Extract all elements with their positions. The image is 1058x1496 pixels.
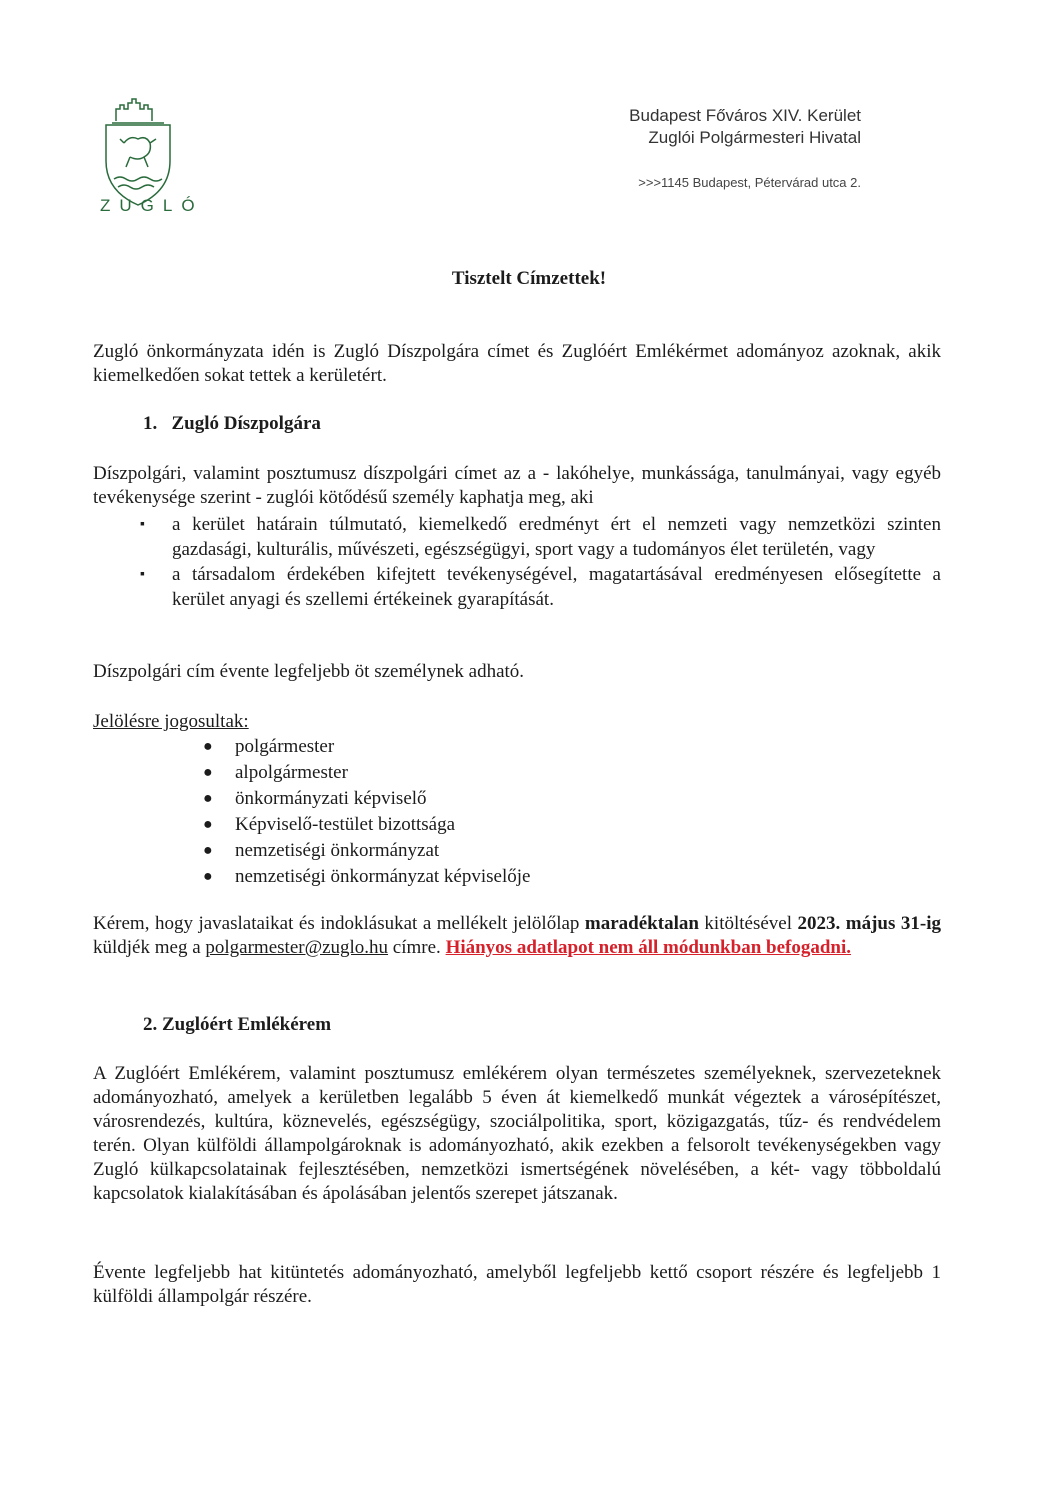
section-1-body: Díszpolgári, valamint posztumusz díszpolgári címet az a - lakóhelye, munkássága, tanulmányai, vagy egyéb tevékenysége szerint - zuglói kötődésű személy kaphatja meg, aki [93, 463, 941, 508]
bullet-icon: ● [203, 816, 213, 833]
list-item: ● alpolgármester [200, 760, 530, 786]
office-line-1: Budapest Főváros XIV. Kerület [629, 106, 861, 125]
bullet-icon: ▪ [140, 517, 145, 532]
bullet-icon: ▪ [140, 567, 145, 582]
section-2-body: A Zuglóért Emlékérem, valamint posztumusz emlékérem olyan természetes személyeknek, szervezeteknek adományozható, amelyek a kerületben legalább 5 éven át kiemelkedő munkát végeztek a városépítészet, városrendezés, kultúra, köznevelés, egészségügy, szociálpolitika, sport, közigazgatás, tűz- és rendvédelem terén. Olyan külföldi állampolgároknak is adományozható, akik ezekben a felsorolt tevékenységekben vagy Zugló külkapcsolatainak fejlesztésében, nemzetközi ismertségének növelésében, a két- vagy többoldalú kapcsolatok kialakításában és ápolásában jelentős szerepet játszanak. [93, 1063, 941, 1204]
deadline-text: 2023. május 31-ig [797, 913, 941, 934]
logo-wordmark: ZUGLÓ [100, 196, 204, 215]
bullet-icon: ● [203, 868, 213, 885]
office-name-block [629, 105, 861, 149]
list-item: ● nemzetiségi önkormányzat [200, 838, 530, 864]
warning-text: Hiányos adatlapot nem áll módunkban befogadni. [445, 937, 852, 958]
nominators-list [200, 734, 530, 890]
section-1-title: Zugló Díszpolgára [171, 413, 321, 434]
list-item: ● önkormányzati képviselő [200, 786, 530, 812]
criteria-list [140, 512, 941, 612]
section-1-heading [143, 413, 321, 435]
bullet-icon: ● [203, 738, 213, 755]
list-item: ▪ a kerület határain túlmutató, kiemelkedő eredményt ért el nemzeti vagy nemzetközi szinten gazdasági, kulturális, művészeti, egészségügyi, sport vagy a tudományos élet területén, vagy [140, 514, 941, 560]
bullet-icon: ● [203, 842, 213, 859]
section-2-heading: 2. Zuglóért Emlékérem [143, 1014, 332, 1035]
bullet-icon: ● [203, 790, 213, 807]
list-item: ▪ a társadalom érdekében kifejtett tevékenységével, magatartásával eredményesen elősegítette a kerület anyagi és szellemi értékeinek gyarapítását. [140, 564, 941, 610]
email-link[interactable]: polgarmester@zuglo.hu [205, 937, 389, 958]
emphasis-text: maradéktalan [584, 913, 699, 934]
list-item: ● polgármester [200, 734, 530, 760]
nominators-heading: Jelölésre jogosultak: [93, 711, 249, 732]
request-paragraph: Kérem, hogy javaslataikat és indoklásukat a mellékelt jelölőlap maradéktalan kitöltésével 2023. május 31-ig küldjék meg a polgarmester@zuglo.hu címre. Hiányos adatlapot nem áll módunkban befogadni. [93, 913, 941, 958]
office-address: >>>1145 Budapest, Pétervárad utca 2. [638, 175, 861, 190]
intro-paragraph: Zugló önkormányzata idén is Zugló Díszpolgára címet és Zuglóért Emlékérmet adományoz azoknak, akik kiemelkedően sokat tettek a kerületért. [93, 341, 941, 386]
salutation-heading: Tisztelt Címzettek! [451, 268, 607, 289]
section-1-limit: Díszpolgári cím évente legfeljebb öt személynek adható. [93, 661, 525, 682]
list-item: ● Képviselő-testület bizottsága [200, 812, 530, 838]
section-2-limit: Évente legfeljebb hat kitüntetés adományozható, amelyből legfeljebb kettő csoport részére és legfeljebb 1 külföldi állampolgár részére. [93, 1262, 941, 1307]
section-1-number: 1. [143, 413, 158, 434]
bullet-icon: ● [203, 764, 213, 781]
list-item: ● nemzetiségi önkormányzat képviselője [200, 864, 530, 890]
office-line-2: Zuglói Polgármesteri Hivatal [648, 128, 861, 147]
